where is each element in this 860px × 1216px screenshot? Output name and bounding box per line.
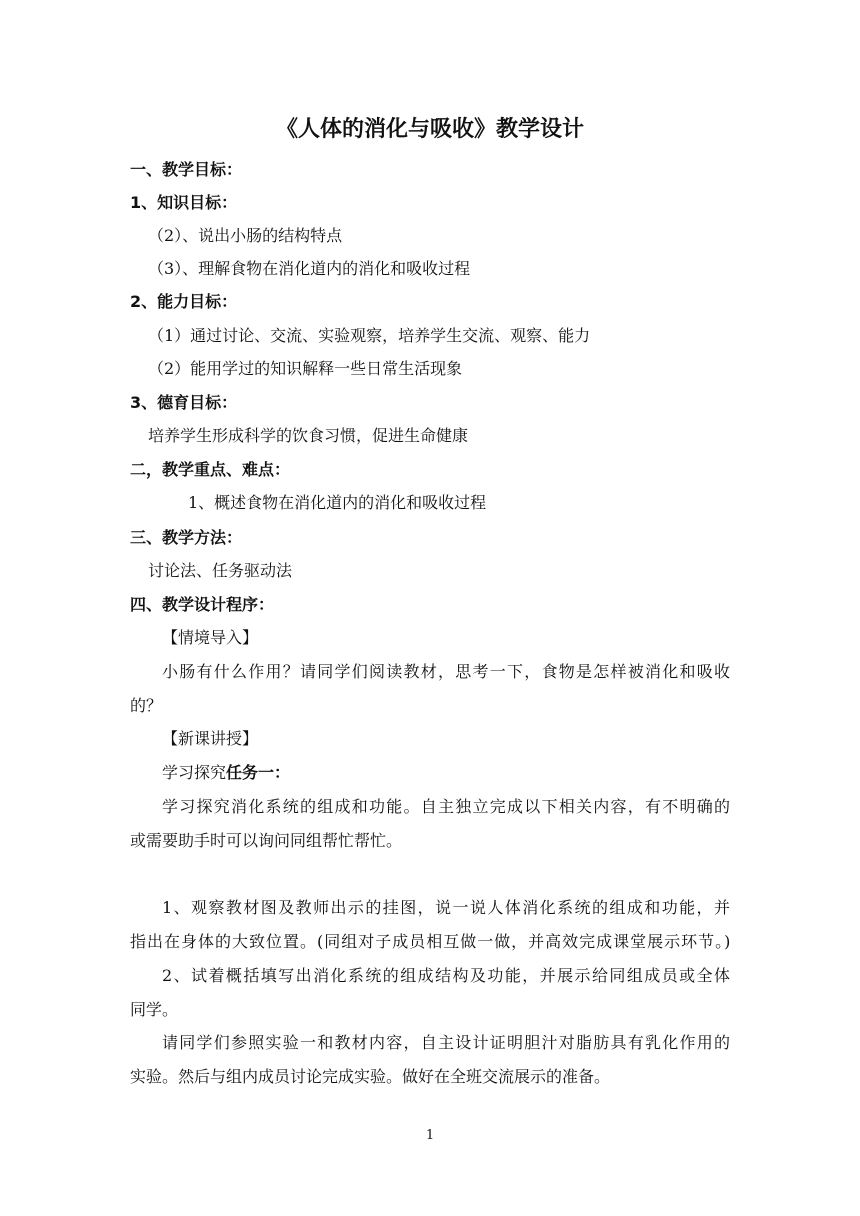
experiment-line-1: 请同学们参照实验一和教材内容，自主设计证明胆汁对脂肪具有乳化作用的 (162, 1033, 730, 1052)
moral-item: 培养学生形成科学的饮食习惯，促进生命健康 (148, 426, 469, 445)
bracket-heading-intro: 【情境导入】 (162, 628, 259, 647)
section-heading-objectives: 一、教学目标： (130, 160, 243, 179)
step-1-line-1: 1、观察教材图及教师出示的挂图，说一说人体消化系统的组成和功能，并 (162, 898, 730, 917)
task-paragraph-line-2: 或需要助手时可以询问同组帮忙帮忙。 (130, 831, 403, 850)
section-heading-methods: 三、教学方法： (130, 528, 243, 547)
intro-paragraph-line-2: 的？ (130, 696, 163, 715)
document-title: 《人体的消化与吸收》教学设计 (275, 117, 584, 142)
ability-item-1: （1）通过讨论、交流、实验观察，培养学生交流、观察、能力 (148, 326, 591, 345)
knowledge-item-3: （3）、理解食物在消化道内的消化和吸收过程 (148, 259, 471, 278)
step-2-line-1: 2、试着概括填写出消化系统的组成结构及功能，并展示给同组成员或全体 (162, 966, 730, 985)
subheading-ability: 2、能力目标： (130, 292, 238, 311)
methods-text: 讨论法、任务驱动法 (148, 561, 293, 580)
keypoint-item-1: 1、概述食物在消化道内的消化和吸收过程 (188, 493, 487, 512)
subheading-moral: 3、德育目标： (130, 393, 238, 412)
step-2-line-2: 同学。 (130, 1000, 179, 1019)
section-heading-procedure: 四、教学设计程序： (130, 595, 275, 614)
section-heading-keypoints: 二，教学重点、难点： (130, 460, 291, 479)
task-one-line (162, 761, 762, 785)
step-1-line-2: 指出在身体的大致位置。(同组对子成员相互做一做，并高效完成课堂展示环节。) (130, 932, 730, 951)
task-one-label: 任务一： (226, 763, 291, 782)
ability-item-2: （2）能用学过的知识解释一些日常生活现象 (148, 359, 463, 378)
page-number: 1 (425, 1128, 435, 1143)
subheading-knowledge: 1、知识目标： (130, 193, 238, 212)
knowledge-item-2: （2）、说出小肠的结构特点 (148, 226, 343, 245)
experiment-line-2: 实验。然后与组内成员讨论完成实验。做好在全班交流展示的准备。 (130, 1067, 611, 1086)
bracket-heading-new-lesson: 【新课讲授】 (162, 729, 259, 748)
task-one-prefix: 学习探究 (162, 763, 227, 782)
intro-paragraph-line-1: 小肠有什么作用？请同学们阅读教材，思考一下，食物是怎样被消化和吸收 (162, 662, 730, 681)
task-paragraph-line-1: 学习探究消化系统的组成和功能。自主独立完成以下相关内容，有不明确的 (162, 797, 730, 816)
